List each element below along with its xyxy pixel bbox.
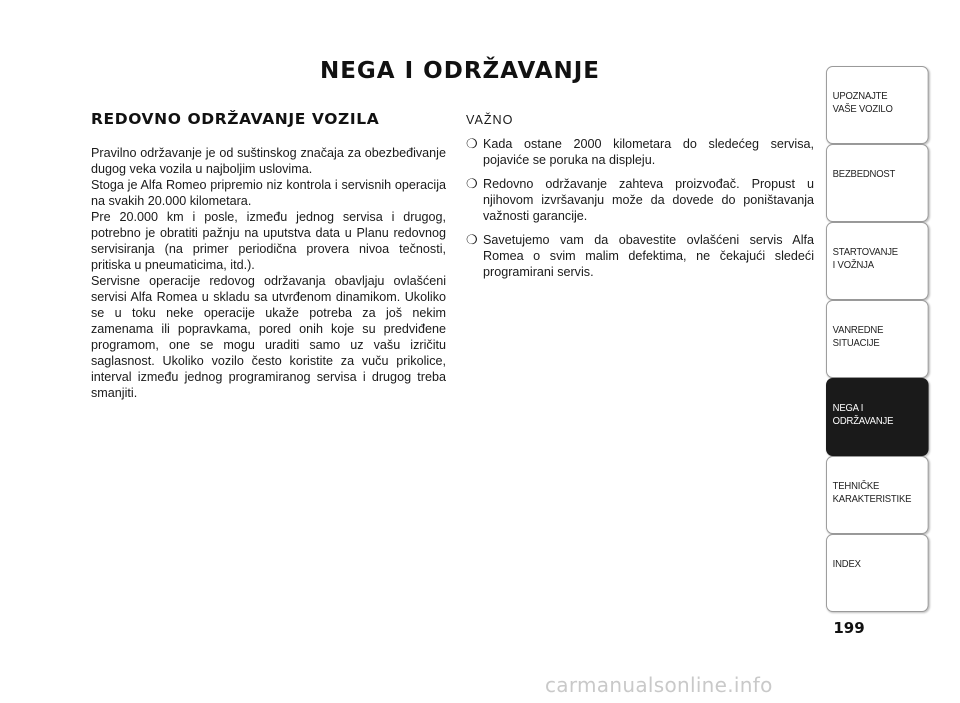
- tab-label-line1: INDEX: [832, 559, 861, 570]
- circle-bullet-icon: ❍: [466, 232, 478, 247]
- circle-bullet-icon: ❍: [466, 136, 478, 151]
- tab-index[interactable]: [826, 534, 929, 612]
- paragraph: Pravilno održavanje je od suštinskog značaja za obezbeđivanje dugog veka vozila u najboljim uslovima.: [91, 146, 446, 176]
- paragraph: Servisne operacije redovog održavanja obavljaju ovlašćeni servisi Alfa Romea u skladu sa utvrđenom dinamikom. Ukoliko se u toku neke operacije ukaže potreba za još nekim zamenama ili popravkama, pored onih koje su predviđene programom, one se mogu uraditi samo uz vašu izričitu saglasnost. Ukoliko vozilo često koristite za vuču prikolice, interval između jednog programiranog servisa i drugog treba smanjiti.: [91, 274, 446, 400]
- tab-label-line1: TEHNIČKE: [832, 481, 880, 492]
- tab-label-line2: I VOŽNJA: [832, 260, 874, 271]
- paragraph: Pre 20.000 km i posle, između jednog servisa i drugog, potrebno je obratiti pažnju na uputstva data u Planu redovnog servisiranja (na primer periodična provera nivoa tečnosti, pritiska u pneumaticima, itd.).: [91, 210, 446, 272]
- tab-label-line1: UPOZNAJTE: [832, 91, 888, 102]
- tab-label-line2: SITUACIJE: [832, 338, 880, 349]
- watermark: carmanualsonline.info: [545, 673, 773, 697]
- tab-label-line2: KARAKTERISTIKE: [832, 494, 912, 505]
- section-heading: REDOVNO ODRŽAVANJE VOZILA: [91, 110, 380, 128]
- circle-bullet-icon: ❍: [466, 176, 478, 191]
- chapter-sidebar: [826, 66, 934, 612]
- list-item: [466, 136, 814, 168]
- tab-label-line1: STARTOVANJE: [832, 247, 898, 258]
- tab-vanredne-situacije[interactable]: [826, 300, 929, 378]
- page-number: 199: [833, 619, 865, 637]
- tab-label-line1: BEZBEDNOST: [832, 169, 896, 180]
- tab-bezbednost[interactable]: [826, 144, 929, 222]
- tab-startovanje-i-voznja[interactable]: [826, 222, 929, 300]
- page-title: NEGA I ODRŽAVANJE: [319, 58, 601, 84]
- list-item-text: Kada ostane 2000 kilometara do sledećeg servisa, pojaviće se poruka na displeju.: [483, 137, 814, 167]
- section-body: [91, 145, 446, 401]
- tab-label-line1: NEGA I: [832, 403, 864, 414]
- list-item: [466, 176, 814, 224]
- tab-label-line1: VANREDNE: [832, 325, 884, 336]
- list-item-text: Redovno održavanje zahteva proizvođač. Propust u njihovom izvršavanju može da dovede do poništavanja važnosti garancije.: [483, 177, 814, 223]
- tab-upoznajte-vase-vozilo[interactable]: [826, 66, 929, 144]
- tab-label-line2: VAŠE VOZILO: [832, 104, 893, 115]
- list-item-text: Savetujemo vam da obavestite ovlašćeni servis Alfa Romea o svim malim defektima, ne čekajući sledeći programirani servis.: [483, 233, 814, 279]
- important-list: [466, 136, 814, 280]
- tab-nega-i-odrzavanje[interactable]: [826, 378, 929, 456]
- tab-tehnicke-karakteristike[interactable]: [826, 456, 929, 534]
- list-item: [466, 232, 814, 280]
- maintenance-section: [91, 110, 446, 401]
- tab-label-line2: ODRŽAVANJE: [832, 416, 894, 427]
- important-label: VAŽNO: [466, 113, 514, 127]
- paragraph: Stoga je Alfa Romeo pripremio niz kontrola i servisnih operacija na svakih 20.000 kilometara.: [91, 178, 446, 208]
- important-notes: [466, 112, 814, 288]
